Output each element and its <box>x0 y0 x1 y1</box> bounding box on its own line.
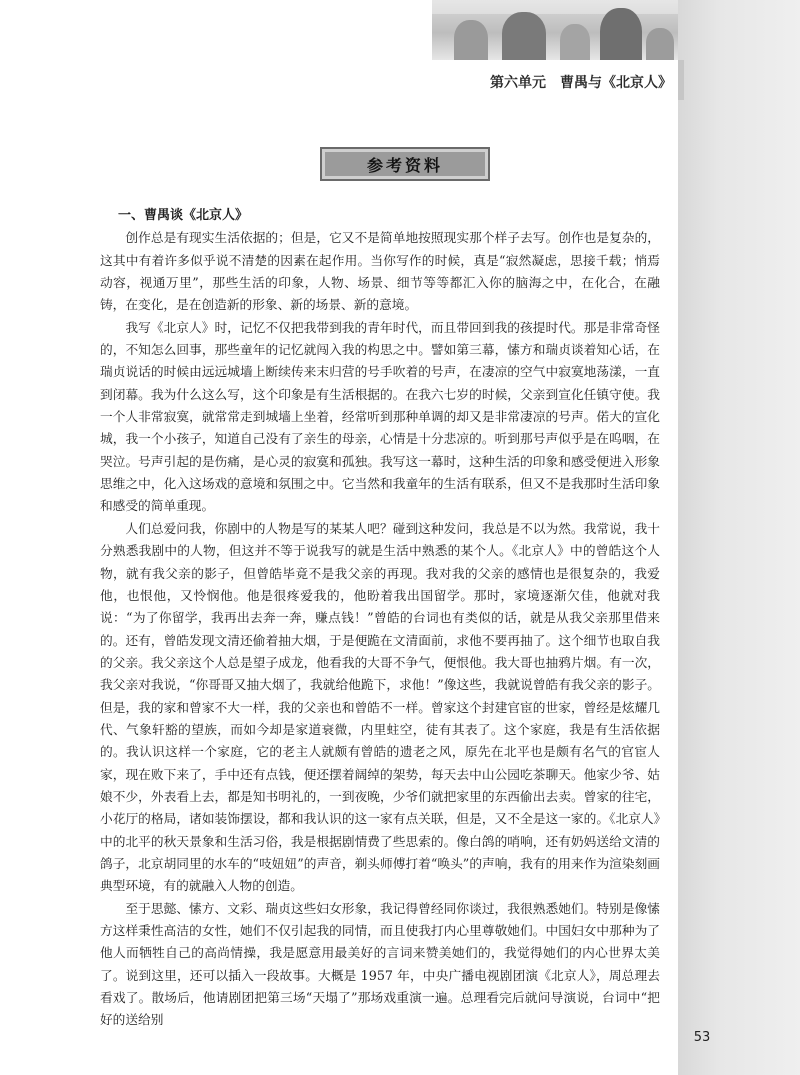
banner-figure <box>560 24 590 60</box>
banner-shade <box>432 0 678 14</box>
banner-figure <box>454 20 488 60</box>
section-title: 参考资料 <box>366 155 443 175</box>
banner-figure <box>600 8 642 60</box>
margin-tab <box>678 60 684 100</box>
paragraph-1: 创作总是有现实生活依据的；但是，它又不是简单地按照现实那个样子去写。创作也是复杂的，这其中有着许多似乎说不清楚的因素在起作用。当你写作的时候，真是“寂然凝虑，思接千载；悄焉动容，视通万里”，那些生活的印象，人物、场景、细节等等都汇入你的脑海之中，在化合，在融铸，在变化，是在创造新的形象、新的场景、新的意境。 <box>100 230 660 313</box>
page-number: 53 <box>693 1030 711 1045</box>
paragraph-4: 至于思懿、愫方、文彩、瑞贞这些妇女形象，我记得曾经同你谈过，我很熟悉她们。特别是像愫方这样秉性高洁的女性，她们不仅引起我的同情，而且使我打内心里尊敬她们。中国妇女中那种为了他人而牺牲自己的高尚情操，我是愿意用最美好的言词来赞美她们的，我觉得她们的内心世界太美了。说到这里，还可以插入一段故事。大概是 1957 年，中央广播电视剧团演《北京人》，周总理去看戏了。散场后，他请剧团把第三场“天塌了”那场戏重演一遍。总理看完后就问导演说，台词中“把好的送给别 <box>100 900 660 1028</box>
section-title-box <box>320 147 490 181</box>
header-banner-image <box>432 0 678 60</box>
section-title-fill <box>325 152 485 176</box>
paragraph-3: 人们总爱问我，你剧中的人物是写的某某人吧？碰到这种发问，我总是不以为然。我常说，我十分熟悉我剧中的人物，但这并不等于说我写的就是生活中熟悉的某个人。《北京人》中的曾皓这个人物，就有我父亲的影子，但曾皓毕竟不是我父亲的再现。我对我的父亲的感情也是很复杂的，我爱他，也恨他，又怜悯他。他是很疼爱我的，他盼着我出国留学。那时，家境逐渐欠佳，他就对我说：“为了你留学，我再出去奔一奔，赚点钱！”曾皓的台词也有类似的话，就是从我父亲那里借来的。还有，曾皓发现文清还偷着抽大烟，于是便跪在文清面前，求他不要再抽了。这个细节也取自我的父亲。我父亲这个人总是望子成龙，他看我的大哥不争气，便恨他。我大哥也抽鸦片烟。有一次，我父亲对我说，“你哥哥又抽大烟了，我就给他跪下，求他！”像这些，我就说曾皓有我父亲的影子。但是，我的家和曾家不大一样，我的父亲也和曾皓不一样。曾家这个封建官宦的世家，曾经是炫耀几代、气象轩豁的望族，而如今却是家道衰微，内里蛀空，徒有其表了。这个家庭，我是有生活依据的。我认识这样一个家庭，它的老主人就颇有曾皓的遗老之风，原先在北平也是颇有名气的官宦人家，现在败下来了，手中还有点钱，便还摆着阔绰的架势，每天去中山公园吃茶聊天。他家少爷、姑娘不少，外表看上去，都是知书明礼的，一到夜晚，少爷们就把家里的东西偷出去卖。曾家的往宅，小花厅的格局，诸如装饰摆设，都和我认识的这一家有点关联，但是，又不全是这一家的。《北京人》中的北平的秋天景象和生活习俗，我是根据剧情费了些思索的。像白鸽的哨响，还有奶妈送给文清的鸽子，北京胡同里的水车的“吱妞妞”的声音，剃头师傅打着“唤头”的声响，我有的用来作为渲染刻画典型环境，有的就融入人物的创造。 <box>100 520 660 894</box>
paragraph-2: 我写《北京人》时，记忆不仅把我带到我的青年时代，而且带回到我的孩提时代。那是非常奇怪的，不知怎么回事，那些童年的记忆就闯入我的构思之中。譬如第三幕，愫方和瑞贞谈着知心话，在瑞贞说话的时候由远远城墙上断续传来末归营的号手吹着的号声，在凄凉的空气中寂寞地荡漾，一直到闭幕。我为什么这么写，这个印象是有生活根据的。在我六七岁的时候，父亲到宣化任镇守使。我一个人非常寂寞，就常常走到城墙上坐着，经常听到那种单调的却又是非常凄凉的号声。偌大的宣化城，我一个小孩子，知道自己没有了亲生的母亲，心情是十分悲凉的。听到那号声似乎是在呜咽，在哭泣。号声引起的是伤痛，是心灵的寂寞和孤独。我写这一幕时，这种生活的印象和感受便进入形象思维之中，化入这场戏的意境和氛围之中。它当然和我童年的生活有联系，但又不是我那时生活印象和感受的简单重现。 <box>100 319 660 514</box>
banner-figure <box>502 12 546 60</box>
article-body <box>100 205 660 1032</box>
article-heading: 一、曹禺谈《北京人》 <box>118 208 249 223</box>
banner-figure <box>646 28 674 60</box>
chapter-header: 第六单元 曹禺与《北京人》 <box>490 75 672 91</box>
right-margin-band <box>678 0 800 1075</box>
